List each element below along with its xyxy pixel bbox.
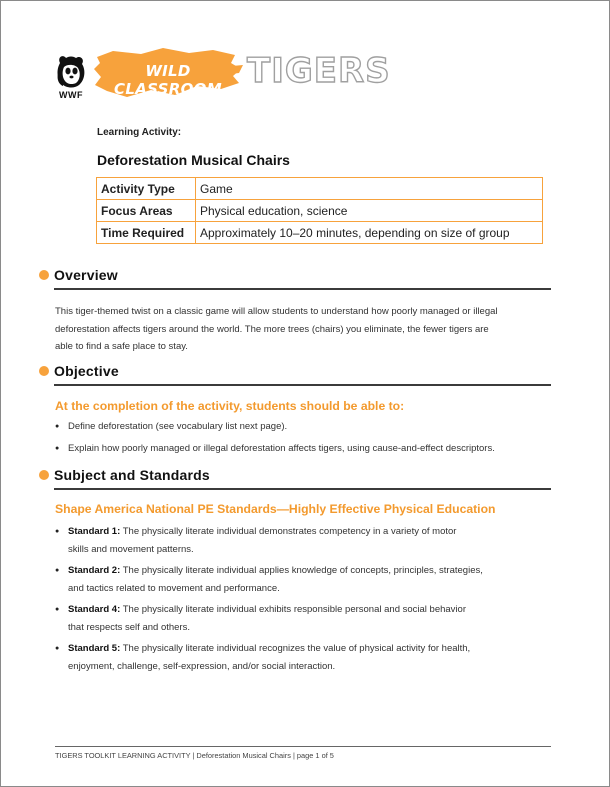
standard-text: The physically literate individual exhibits responsible personal and social behavior — [122, 604, 466, 615]
list-item — [55, 523, 545, 559]
wild-classroom-banner — [93, 45, 243, 100]
standards-list — [55, 523, 545, 679]
banner-label: WILD CLASSROOM — [114, 62, 222, 98]
standards-subheading: Shape America National PE Standards—Highly Effective Physical Education — [55, 502, 496, 516]
section-divider — [54, 288, 551, 290]
objective-list — [55, 418, 545, 458]
text-line: able to find a safe place to stay. — [55, 341, 188, 352]
table-key: Time Required — [97, 222, 196, 244]
page-title: TIGERS — [247, 51, 391, 91]
table-key: Activity Type — [97, 178, 196, 200]
list-item: ● Explain how poorly managed or illegal deforestation affects tigers, using cause-and-effect descriptors. — [55, 440, 545, 458]
standard-text: The physically literate individual recognizes the value of physical activity for health, — [122, 643, 471, 654]
panda-logo-icon — [54, 53, 88, 89]
table-row — [97, 222, 543, 244]
bullet-dot-icon — [39, 470, 49, 480]
standard-label: Standard 1: — [68, 526, 121, 537]
standard-text: and tactics related to movement and performance. — [68, 583, 280, 594]
overview-text — [55, 303, 545, 356]
table-key: Focus Areas — [97, 200, 196, 222]
standard-label: Standard 4: — [68, 604, 121, 615]
table-value: Game — [196, 178, 543, 200]
standard-text: skills and movement patterns. — [68, 544, 194, 555]
standard-label: Standard 5: — [68, 643, 121, 654]
list-item — [55, 640, 545, 676]
logo-text: WWF — [59, 90, 83, 100]
wwf-logo — [51, 53, 91, 100]
bullet-dot-icon — [39, 366, 49, 376]
standard-text: The physically literate individual demonstrates competency in a variety of motor — [122, 526, 457, 537]
page-footer: TIGERS TOOLKIT LEARNING ACTIVITY | Deforestation Musical Chairs | page 1 of 5 — [55, 751, 334, 760]
text-line: deforestation affects tigers around the world. The more trees (chairs) you eliminate, the fewer tigers are — [55, 323, 489, 335]
list-item — [55, 562, 545, 598]
section-heading: Overview — [54, 267, 118, 283]
standard-text: The physically literate individual applies knowledge of concepts, principles, strategies, — [122, 565, 483, 576]
standard-text: that respects self and others. — [68, 622, 190, 633]
text-line: This tiger-themed twist on a classic game will allow students to understand how poorly managed or illegal — [55, 306, 498, 317]
activity-kicker: Learning Activity: — [97, 127, 182, 138]
table-row — [97, 178, 543, 200]
section-divider — [54, 488, 551, 490]
section-heading: Subject and Standards — [54, 467, 210, 483]
activity-title: Deforestation Musical Chairs — [97, 152, 290, 168]
standard-label: Standard 2: — [68, 565, 121, 576]
objective-subheading: At the completion of the activity, students should be able to: — [55, 399, 405, 413]
table-row — [97, 200, 543, 222]
list-item — [55, 601, 545, 637]
standard-text: enjoyment, challenge, self-expression, and/or social interaction. — [68, 661, 336, 672]
list-item: ● Define deforestation (see vocabulary list next page). — [55, 418, 545, 436]
section-divider — [54, 384, 551, 386]
bullet-dot-icon — [39, 270, 49, 280]
section-heading: Objective — [54, 363, 119, 379]
table-value: Approximately 10–20 minutes, depending on size of group — [196, 222, 543, 244]
activity-info-table — [96, 177, 543, 244]
table-value: Physical education, science — [196, 200, 543, 222]
footer-divider — [55, 746, 551, 747]
